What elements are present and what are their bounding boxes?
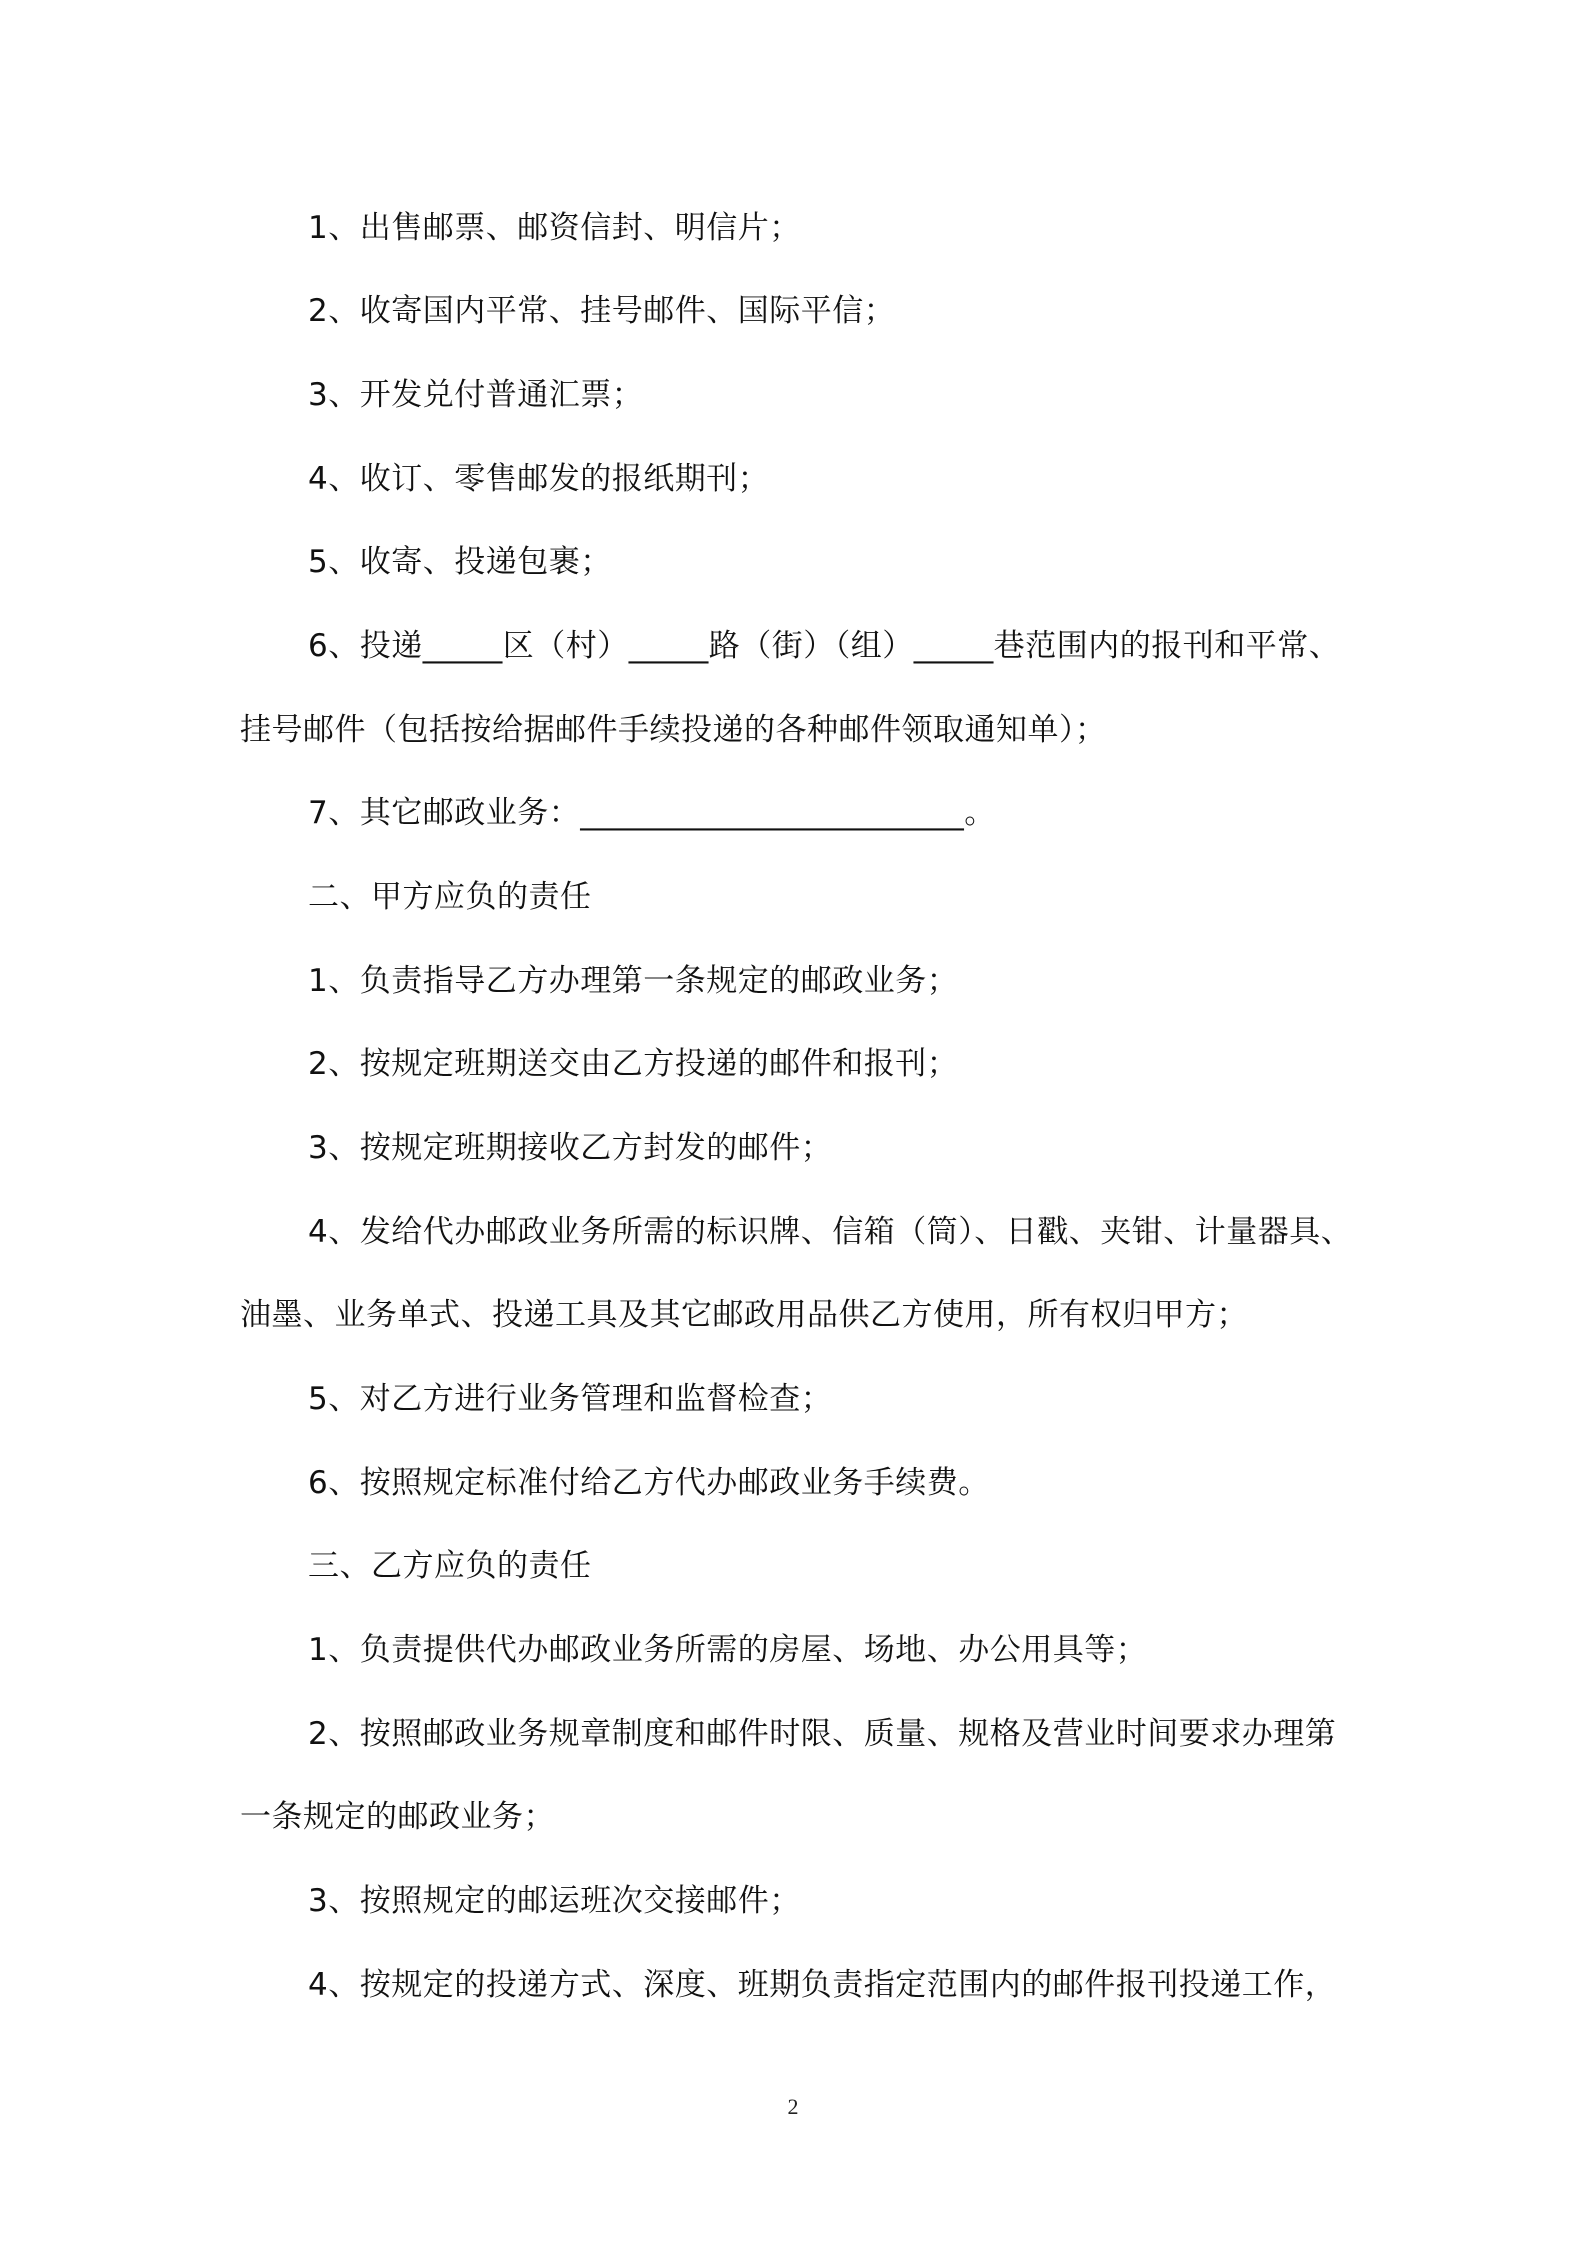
text-line: 油墨、业务单式、投递工具及其它邮政用品供乙方使用，所有权归甲方； — [240, 1297, 1248, 1333]
text-line: 一条规定的邮政业务； — [240, 1799, 555, 1835]
text-line: 挂号邮件（包括按给据邮件手续投递的各种邮件领取通知单）； — [240, 712, 1107, 748]
text-line: 7、其它邮政业务：________________________。 — [308, 795, 996, 831]
text-line: 1、负责提供代办邮政业务所需的房屋、场地、办公用具等； — [308, 1632, 1148, 1668]
page-number: 2 — [787, 2094, 799, 2119]
text-line: 4、收订、零售邮发的报纸期刊； — [308, 461, 770, 497]
text-line: 2、按照邮政业务规章制度和邮件时限、质量、规格及营业时间要求办理第 — [308, 1716, 1337, 1752]
text-line: 3、开发兑付普通汇票； — [308, 377, 644, 413]
text-line: 2、按规定班期送交由乙方投递的邮件和报刊； — [308, 1046, 959, 1082]
section-heading: 三、乙方应负的责任 — [308, 1548, 592, 1584]
text-line: 6、按照规定标准付给乙方代办邮政业务手续费。 — [308, 1465, 990, 1501]
text-line: 4、按规定的投递方式、深度、班期负责指定范围内的邮件报刊投递工作， — [308, 1967, 1337, 2003]
text-line: 3、按规定班期接收乙方封发的邮件； — [308, 1130, 833, 1166]
text-line: 1、出售邮票、邮资信封、明信片； — [308, 210, 801, 246]
text-line: 4、发给代办邮政业务所需的标识牌、信箱（筒）、日戳、夹钳、计量器具、 — [308, 1214, 1353, 1250]
text-line: 5、收寄、投递包裹； — [308, 544, 612, 580]
text-line: 3、按照规定的邮运班次交接邮件； — [308, 1883, 801, 1919]
text-line: 6、投递_____区（村）_____路（街）（组）_____巷范围内的报刊和平常、 — [308, 628, 1341, 664]
text-line: 2、收寄国内平常、挂号邮件、国际平信； — [308, 293, 896, 329]
section-heading: 二、甲方应负的责任 — [308, 879, 592, 915]
text-line: 1、负责指导乙方办理第一条规定的邮政业务； — [308, 963, 959, 999]
text-line: 5、对乙方进行业务管理和监督检查； — [308, 1381, 833, 1417]
